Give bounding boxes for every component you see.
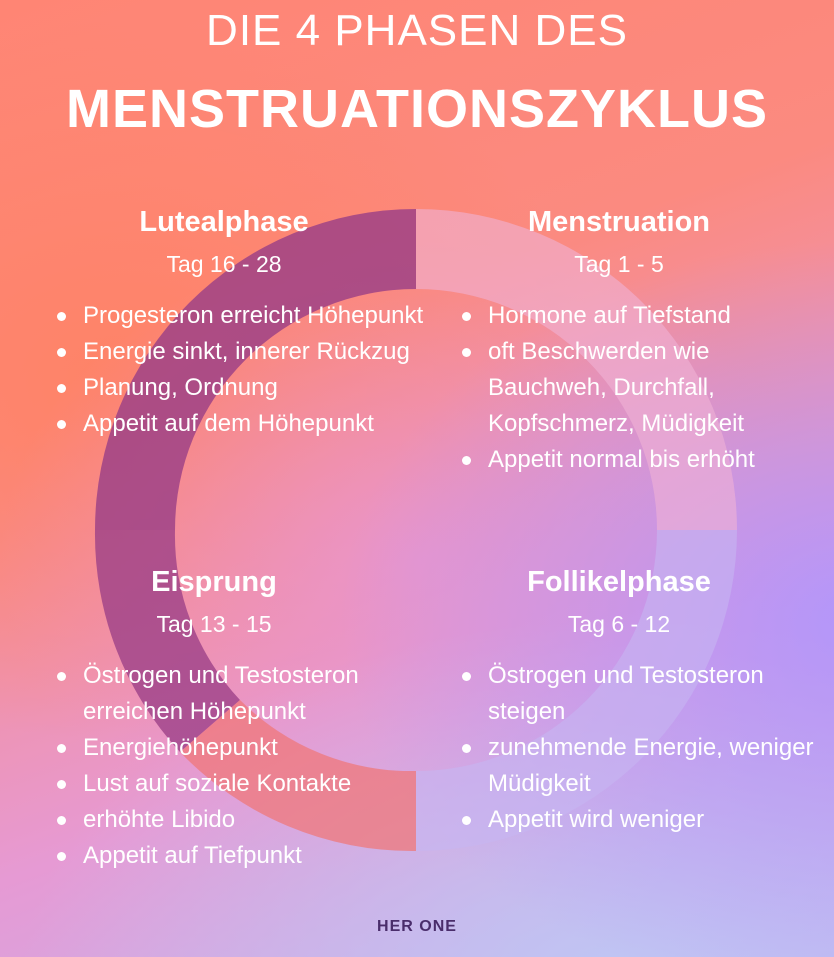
list-item: Östrogen und Testosteron erreichen Höhepunkt (54, 658, 424, 730)
list-item: Östrogen und Testosteron steigen (459, 658, 819, 730)
phase-name: Follikelphase (527, 566, 711, 598)
title-line-1: DIE 4 PHASEN DES (206, 6, 628, 55)
list-item: zunehmende Energie, weniger Müdigkeit (459, 730, 819, 802)
phase-menstruation (459, 206, 819, 478)
phase-points (54, 298, 424, 442)
list-item: Progesteron erreicht Höhepunkt (54, 298, 424, 334)
phase-lutealphase (54, 206, 424, 442)
list-item: Appetit wird weniger (459, 802, 819, 838)
phase-name: Menstruation (527, 206, 711, 238)
phase-name: Eisprung (151, 566, 277, 598)
phase-name: Lutealphase (139, 206, 309, 238)
brand-logo: HER ONE (377, 918, 457, 935)
phase-points (459, 658, 819, 838)
phase-points (54, 658, 424, 874)
phase-days: Tag 1 - 5 (574, 251, 664, 277)
list-item: Appetit auf dem Höhepunkt (54, 406, 424, 442)
phase-eisprung (54, 566, 424, 874)
list-item: Hormone auf Tiefstand (459, 298, 819, 334)
list-item: Energiehöhepunkt (54, 730, 424, 766)
title-line-2: MENSTRUATIONSZYKLUS (66, 79, 768, 139)
list-item: Appetit auf Tiefpunkt (54, 838, 424, 874)
phase-days: Tag 13 - 15 (156, 611, 272, 637)
phase-points (459, 298, 819, 478)
list-item: Appetit normal bis erhöht (459, 442, 819, 478)
list-item: Energie sinkt, innerer Rückzug (54, 334, 424, 370)
list-item: Lust auf soziale Kontakte (54, 766, 424, 802)
phase-days: Tag 16 - 28 (166, 251, 282, 277)
list-item: oft Beschwerden wie Bauchweh, Durchfall, Kopfschmerz, Müdigkeit (459, 334, 819, 442)
list-item: erhöhte Libido (54, 802, 424, 838)
list-item: Planung, Ordnung (54, 370, 424, 406)
phase-follikelphase (459, 566, 819, 838)
phase-days: Tag 6 - 12 (567, 611, 671, 637)
